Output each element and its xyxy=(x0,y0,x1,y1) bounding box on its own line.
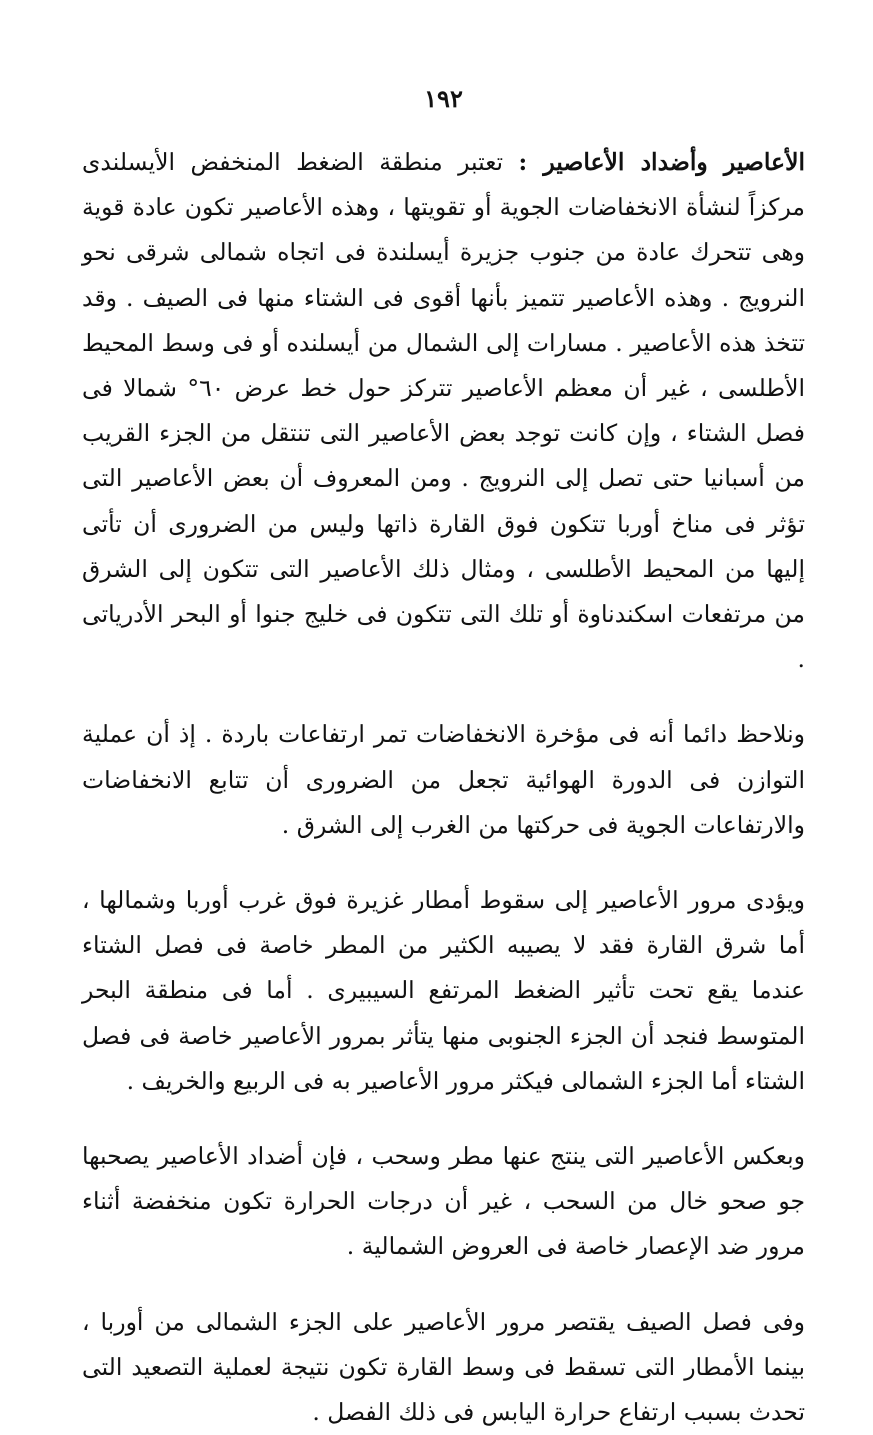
paragraph-3 xyxy=(82,878,805,1104)
paragraph-text: ونلاحظ دائما أنه فى مؤخرة الانخفاضات تمر ارتفاعات باردة . إذ أن عملية التوازن فى الدورة الهوائية تجعل من الضرورى أن تتابع الانخفاضات والارتفاعات الجوية فى حركتها من الغرب إلى الشرق . xyxy=(82,720,805,839)
paragraph-text: ويؤدى مرور الأعاصير إلى سقوط أمطار غزيرة فوق غرب أوربا وشمالها ، أما شرق القارة فقد لا يصيبه الكثير من المطر خاصة فى فصل الشتاء عندما يقع تحت تأثير الضغط المرتفع السيبيرى . أما فى منطقة البحر المتوسط فنجد أن الجزء الجنوبى منها يتأثر بمرور الأعاصير خاصة فى فصل الشتاء أما الجزء الشمالى فيكثر مرور الأعاصير به فى الربيع والخريف . xyxy=(82,886,805,1095)
paragraph-text: تعتبر منطقة الضغط المنخفض الأيسلندى مركزاً لنشأة الانخفاضات الجوية أو تقويتها ، وهذه الأعاصير تكون عادة قوية وهى تتحرك عادة من جنوب جزيرة أيسلندة فى اتجاه شمالى شرقى نحو النرويج . وهذه الأعاصير تتميز بأنها أقوى فى الشتاء منها فى الصيف . وقد تتخذ هذه الأعاصير . مسارات إلى الشمال من أيسلنده أو فى وسط المحيط الأطلسى ، غير أن معظم الأعاصير تتركز حول خط عرض ٦٠° شمالا فى فصل الشتاء ، وإن كانت توجد بعض الأعاصير التى تنتقل من الجزء القريب من أسبانيا حتى تصل إلى النرويج . ومن المعروف أن بعض الأعاصير التى تؤثر فى مناخ أوربا تتكون فوق القارة ذاتها وليس من الضرورى أن تأتى إليها من المحيط الأطلسى ، ومثال ذلك الأعاصير التى تتكون إلى الشرق من مرتفعات اسكندناوة أو تلك التى تتكون فى خليج جنوا أو البحر الأدرياتى . xyxy=(82,148,805,674)
paragraph-text: وبعكس الأعاصير التى ينتج عنها مطر وسحب ، فإن أضداد الأعاصير يصحبها جو صحو خال من السحب ، غير أن درجات الحرارة تكون منخفضة أثناء مرور ضد الإعصار خاصة فى العروض الشمالية . xyxy=(82,1142,805,1261)
page-number: ١٩٢ xyxy=(424,84,463,113)
body-text xyxy=(82,140,805,1435)
paragraph-4 xyxy=(82,1134,805,1270)
paragraph-text: وفى فصل الصيف يقتصر مرور الأعاصير على الجزء الشمالى من أوربا ، بينما الأمطار التى تسقط فى وسط القارة تكون نتيجة لعملية التصعيد التى تحدث بسبب ارتفاع حرارة اليابس فى ذلك الفصل . xyxy=(82,1307,805,1427)
paragraph-2 xyxy=(82,712,805,848)
paragraph-5 xyxy=(82,1300,805,1435)
section-heading: الأعاصير وأضداد الأعاصير : xyxy=(518,148,806,176)
paragraph-1 xyxy=(82,140,805,682)
